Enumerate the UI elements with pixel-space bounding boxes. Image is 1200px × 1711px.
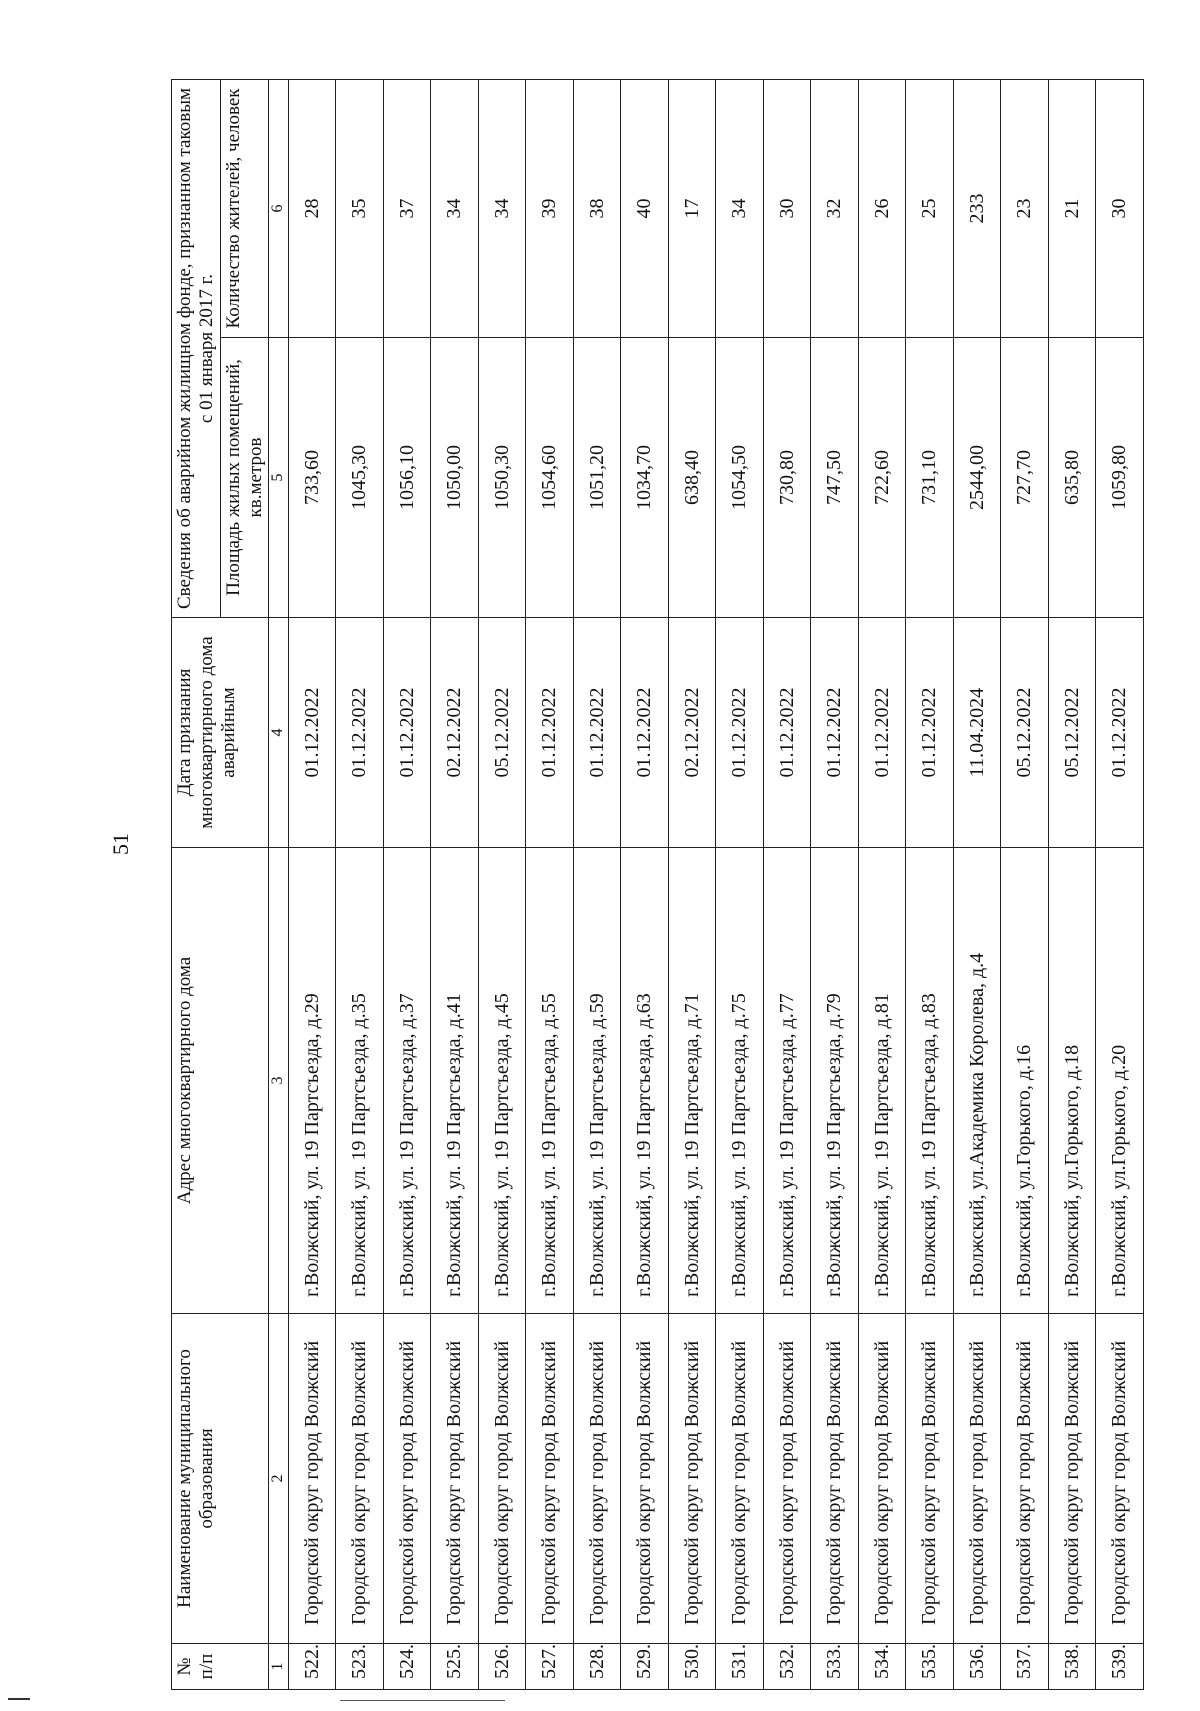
table-row	[1096, 80, 1144, 1690]
cell-area: 730,80	[763, 338, 811, 618]
cell-date: 02.12.2022	[668, 618, 716, 848]
cell-name: Городской округ город Волжский	[668, 1314, 716, 1644]
table-row	[336, 80, 384, 1690]
cell-area: 733,60	[288, 338, 336, 618]
header-num: № п/п	[172, 1644, 269, 1690]
cell-area: 1045,30	[336, 338, 384, 618]
cell-date: 01.12.2022	[526, 618, 574, 848]
page-number: 51	[108, 833, 133, 855]
table-row	[858, 80, 906, 1690]
cell-residents: 38	[573, 80, 621, 338]
cell-residents: 34	[478, 80, 526, 338]
table-row	[621, 80, 669, 1690]
cell-area: 2544,00	[953, 338, 1001, 618]
cell-address: г.Волжский, ул. 19 Партсъезда, д.83	[906, 848, 954, 1314]
cell-residents: 233	[953, 80, 1001, 338]
cell-address: г.Волжский, ул. 19 Партсъезда, д.29	[288, 848, 336, 1314]
cell-address: г.Волжский, ул. 19 Партсъезда, д.55	[526, 848, 574, 1314]
cell-name: Городской округ город Волжский	[288, 1314, 336, 1644]
cell-residents: 30	[1096, 80, 1144, 338]
cell-address: г.Волжский, ул. 19 Партсъезда, д.37	[383, 848, 431, 1314]
header-name: Наименование муниципального образования	[172, 1314, 269, 1644]
cell-num: 527.	[526, 1644, 574, 1690]
cell-area: 1054,60	[526, 338, 574, 618]
cell-address: г.Волжский, ул. 19 Партсъезда, д.75	[716, 848, 764, 1314]
emergency-housing-table	[171, 79, 1144, 1690]
cell-name: Городской округ город Волжский	[431, 1314, 479, 1644]
cell-num: 537.	[1001, 1644, 1049, 1690]
cell-num: 528.	[573, 1644, 621, 1690]
cell-date: 01.12.2022	[858, 618, 906, 848]
scan-artifact-line	[340, 1700, 505, 1701]
table-row	[953, 80, 1001, 1690]
cell-area: 638,40	[668, 338, 716, 618]
col-number-1: 1	[269, 1644, 288, 1690]
cell-name: Городской округ город Волжский	[953, 1314, 1001, 1644]
col-number-6: 6	[269, 80, 288, 338]
table-row	[478, 80, 526, 1690]
cell-residents: 40	[621, 80, 669, 338]
header-group: Сведения об аварийном жилищном фонде, признанном таковым с 01 января 2017 г.	[172, 80, 221, 618]
table-row	[431, 80, 479, 1690]
scan-artifact-mark	[8, 1698, 30, 1700]
table-row	[573, 80, 621, 1690]
cell-date: 01.12.2022	[288, 618, 336, 848]
cell-residents: 17	[668, 80, 716, 338]
cell-address: г.Волжский, ул.Академика Королева, д.4	[953, 848, 1001, 1314]
col-number-3: 3	[269, 848, 288, 1314]
cell-date: 01.12.2022	[906, 618, 954, 848]
cell-num: 526.	[478, 1644, 526, 1690]
cell-num: 534.	[858, 1644, 906, 1690]
cell-date: 01.12.2022	[621, 618, 669, 848]
cell-area: 731,10	[906, 338, 954, 618]
header-area: Площадь жилых помещений, кв.метров	[220, 338, 269, 618]
cell-address: г.Волжский, ул. 19 Партсъезда, д.35	[336, 848, 384, 1314]
cell-residents: 35	[336, 80, 384, 338]
cell-area: 722,60	[858, 338, 906, 618]
cell-residents: 34	[431, 80, 479, 338]
cell-address: г.Волжский, ул. 19 Партсъезда, д.77	[763, 848, 811, 1314]
table-row	[811, 80, 859, 1690]
table-row	[668, 80, 716, 1690]
cell-num: 529.	[621, 1644, 669, 1690]
cell-date: 05.12.2022	[1048, 618, 1096, 848]
cell-date: 11.04.2024	[953, 618, 1001, 848]
cell-date: 01.12.2022	[716, 618, 764, 848]
cell-address: г.Волжский, ул. 19 Партсъезда, д.71	[668, 848, 716, 1314]
cell-address: г.Волжский, ул. 19 Партсъезда, д.81	[858, 848, 906, 1314]
cell-area: 635,80	[1048, 338, 1096, 618]
cell-num: 522.	[288, 1644, 336, 1690]
cell-name: Городской округ город Волжский	[716, 1314, 764, 1644]
cell-date: 05.12.2022	[478, 618, 526, 848]
cell-address: г.Волжский, ул. 19 Партсъезда, д.45	[478, 848, 526, 1314]
cell-date: 01.12.2022	[763, 618, 811, 848]
cell-num: 535.	[906, 1644, 954, 1690]
cell-num: 525.	[431, 1644, 479, 1690]
cell-name: Городской округ город Волжский	[383, 1314, 431, 1644]
cell-num: 531.	[716, 1644, 764, 1690]
cell-area: 1050,30	[478, 338, 526, 618]
table-row	[1001, 80, 1049, 1690]
cell-name: Городской округ город Волжский	[573, 1314, 621, 1644]
cell-residents: 30	[763, 80, 811, 338]
header-residents: Количество жителей, человек	[220, 80, 269, 338]
cell-address: г.Волжский, ул.Горького, д.16	[1001, 848, 1049, 1314]
cell-address: г.Волжский, ул.Горького, д.18	[1048, 848, 1096, 1314]
cell-name: Городской округ город Волжский	[1096, 1314, 1144, 1644]
col-number-4: 4	[269, 618, 288, 848]
cell-name: Городской округ город Волжский	[811, 1314, 859, 1644]
cell-num: 524.	[383, 1644, 431, 1690]
table-row	[1048, 80, 1096, 1690]
table-row	[716, 80, 764, 1690]
cell-address: г.Волжский, ул.Горького, д.20	[1096, 848, 1144, 1314]
table-row	[288, 80, 336, 1690]
cell-residents: 37	[383, 80, 431, 338]
cell-date: 05.12.2022	[1001, 618, 1049, 848]
cell-name: Городской округ город Волжский	[858, 1314, 906, 1644]
cell-area: 1059,80	[1096, 338, 1144, 618]
table-row	[526, 80, 574, 1690]
table-row	[383, 80, 431, 1690]
cell-area: 747,50	[811, 338, 859, 618]
col-number-2: 2	[269, 1314, 288, 1644]
cell-address: г.Волжский, ул. 19 Партсъезда, д.59	[573, 848, 621, 1314]
cell-residents: 23	[1001, 80, 1049, 338]
cell-area: 1054,50	[716, 338, 764, 618]
cell-name: Городской округ город Волжский	[1001, 1314, 1049, 1644]
cell-name: Городской округ город Волжский	[478, 1314, 526, 1644]
cell-area: 1034,70	[621, 338, 669, 618]
cell-num: 530.	[668, 1644, 716, 1690]
cell-num: 533.	[811, 1644, 859, 1690]
cell-name: Городской округ город Волжский	[1048, 1314, 1096, 1644]
cell-residents: 21	[1048, 80, 1096, 338]
cell-date: 01.12.2022	[336, 618, 384, 848]
cell-area: 1056,10	[383, 338, 431, 618]
cell-date: 01.12.2022	[811, 618, 859, 848]
cell-num: 538.	[1048, 1644, 1096, 1690]
table-row	[763, 80, 811, 1690]
cell-area: 1050,00	[431, 338, 479, 618]
cell-residents: 26	[858, 80, 906, 338]
cell-address: г.Волжский, ул. 19 Партсъезда, д.41	[431, 848, 479, 1314]
cell-name: Городской округ город Волжский	[763, 1314, 811, 1644]
cell-address: г.Волжский, ул. 19 Партсъезда, д.63	[621, 848, 669, 1314]
col-number-5: 5	[269, 338, 288, 618]
cell-num: 523.	[336, 1644, 384, 1690]
cell-num: 539.	[1096, 1644, 1144, 1690]
cell-name: Городской округ город Волжский	[621, 1314, 669, 1644]
header-date: Дата признания многоквартирного дома аварийным	[172, 618, 269, 848]
cell-name: Городской округ город Волжский	[336, 1314, 384, 1644]
cell-num: 536.	[953, 1644, 1001, 1690]
cell-area: 1051,20	[573, 338, 621, 618]
cell-num: 532.	[763, 1644, 811, 1690]
header-address: Адрес многоквартирного дома	[172, 848, 269, 1314]
table-row	[906, 80, 954, 1690]
cell-residents: 32	[811, 80, 859, 338]
cell-date: 01.12.2022	[1096, 618, 1144, 848]
cell-residents: 28	[288, 80, 336, 338]
cell-date: 01.12.2022	[383, 618, 431, 848]
cell-date: 02.12.2022	[431, 618, 479, 848]
cell-address: г.Волжский, ул. 19 Партсъезда, д.79	[811, 848, 859, 1314]
cell-residents: 25	[906, 80, 954, 338]
cell-name: Городской округ город Волжский	[526, 1314, 574, 1644]
cell-date: 01.12.2022	[573, 618, 621, 848]
cell-residents: 34	[716, 80, 764, 338]
cell-area: 727,70	[1001, 338, 1049, 618]
cell-name: Городской округ город Волжский	[906, 1314, 954, 1644]
rotated-document-sheet	[171, 80, 1200, 1690]
cell-residents: 39	[526, 80, 574, 338]
